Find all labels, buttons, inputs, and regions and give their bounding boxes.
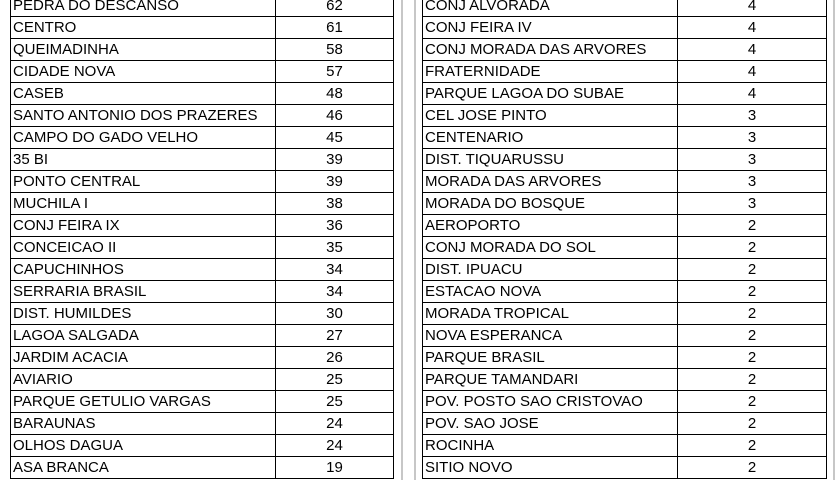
neighborhood-name-cell: CEL JOSE PINTO — [423, 105, 678, 127]
neighborhood-name-cell: MORADA DO BOSQUE — [423, 193, 678, 215]
table-row — [11, 39, 394, 61]
table-row — [423, 347, 827, 369]
count-cell: 34 — [276, 281, 394, 303]
neighborhood-name-cell: NOVA ESPERANCA — [423, 325, 678, 347]
table-row — [423, 237, 827, 259]
count-cell: 38 — [276, 193, 394, 215]
count-cell: 26 — [276, 347, 394, 369]
table-row — [423, 325, 827, 347]
table-row — [423, 259, 827, 281]
neighborhood-name-cell: CENTENARIO — [423, 127, 678, 149]
table-row — [423, 17, 827, 39]
table-row — [11, 325, 394, 347]
table-row — [423, 391, 827, 413]
page-divider-line — [414, 0, 416, 480]
count-cell: 30 — [276, 303, 394, 325]
table-row — [11, 259, 394, 281]
table-row — [11, 237, 394, 259]
neighborhood-name-cell: CONJ MORADA DO SOL — [423, 237, 678, 259]
count-cell: 39 — [276, 171, 394, 193]
neighborhood-name-cell: PEDRA DO DESCANSO — [11, 0, 276, 17]
count-cell: 2 — [678, 281, 827, 303]
neighborhood-name-cell: QUEIMADINHA — [11, 39, 276, 61]
table-row — [11, 369, 394, 391]
neighborhood-name-cell: PARQUE BRASIL — [423, 347, 678, 369]
neighborhood-name-cell: CONCEICAO II — [11, 237, 276, 259]
count-cell: 45 — [276, 127, 394, 149]
count-cell: 58 — [276, 39, 394, 61]
table-row — [423, 303, 827, 325]
neighborhood-name-cell: DIST. IPUACU — [423, 259, 678, 281]
neighborhood-name-cell: ESTACAO NOVA — [423, 281, 678, 303]
neighborhood-name-cell: CIDADE NOVA — [11, 61, 276, 83]
neighborhood-name-cell: AEROPORTO — [423, 215, 678, 237]
neighborhood-name-cell: LAGOA SALGADA — [11, 325, 276, 347]
count-cell: 48 — [276, 83, 394, 105]
table-row — [11, 61, 394, 83]
count-cell: 3 — [678, 105, 827, 127]
neighborhood-name-cell: AVIARIO — [11, 369, 276, 391]
count-cell: 2 — [678, 413, 827, 435]
table-row — [423, 215, 827, 237]
count-cell: 25 — [276, 369, 394, 391]
page-divider-line — [401, 0, 403, 480]
count-cell: 4 — [678, 39, 827, 61]
table-row — [11, 391, 394, 413]
count-cell: 4 — [678, 61, 827, 83]
neighborhood-name-cell: ROCINHA — [423, 435, 678, 457]
table-row — [11, 435, 394, 457]
count-cell: 24 — [276, 435, 394, 457]
count-cell: 62 — [276, 0, 394, 17]
table-row — [11, 281, 394, 303]
table-row — [11, 83, 394, 105]
count-cell: 57 — [276, 61, 394, 83]
table-row — [11, 149, 394, 171]
count-cell: 24 — [276, 413, 394, 435]
neighborhood-name-cell: SERRARIA BRASIL — [11, 281, 276, 303]
table-row — [11, 105, 394, 127]
table-row — [423, 61, 827, 83]
neighborhood-name-cell: 35 BI — [11, 149, 276, 171]
count-cell: 2 — [678, 259, 827, 281]
count-cell: 35 — [276, 237, 394, 259]
neighborhood-name-cell: DIST. TIQUARUSSU — [423, 149, 678, 171]
table-body — [423, 0, 827, 479]
table-row — [423, 369, 827, 391]
table-row — [11, 193, 394, 215]
table-row — [11, 215, 394, 237]
table-row — [423, 457, 827, 479]
table-row — [11, 171, 394, 193]
page-edge-line — [833, 0, 835, 480]
table-row — [11, 0, 394, 17]
count-cell: 4 — [678, 83, 827, 105]
table-row — [11, 347, 394, 369]
table-row — [423, 127, 827, 149]
neighborhood-name-cell: CONJ ALVORADA — [423, 0, 678, 17]
neighborhood-table-left — [10, 0, 394, 479]
table-row — [423, 193, 827, 215]
count-cell: 25 — [276, 391, 394, 413]
neighborhood-name-cell: ASA BRANCA — [11, 457, 276, 479]
count-cell: 3 — [678, 171, 827, 193]
table-row — [11, 413, 394, 435]
count-cell: 3 — [678, 193, 827, 215]
count-cell: 2 — [678, 237, 827, 259]
table-row — [11, 17, 394, 39]
table-row — [423, 281, 827, 303]
count-cell: 46 — [276, 105, 394, 127]
neighborhood-name-cell: CASEB — [11, 83, 276, 105]
table-row — [423, 149, 827, 171]
neighborhood-name-cell: MORADA TROPICAL — [423, 303, 678, 325]
table-row — [423, 171, 827, 193]
neighborhood-name-cell: PARQUE LAGOA DO SUBAE — [423, 83, 678, 105]
table-row — [423, 83, 827, 105]
table-row — [11, 457, 394, 479]
neighborhood-name-cell: CONJ MORADA DAS ARVORES — [423, 39, 678, 61]
count-cell: 36 — [276, 215, 394, 237]
neighborhood-name-cell: OLHOS DAGUA — [11, 435, 276, 457]
count-cell: 61 — [276, 17, 394, 39]
table-row — [423, 105, 827, 127]
table-body — [11, 0, 394, 479]
neighborhood-name-cell: FRATERNIDADE — [423, 61, 678, 83]
count-cell: 2 — [678, 215, 827, 237]
neighborhood-name-cell: CAMPO DO GADO VELHO — [11, 127, 276, 149]
neighborhood-name-cell: SITIO NOVO — [423, 457, 678, 479]
table-row — [423, 0, 827, 17]
count-cell: 3 — [678, 127, 827, 149]
neighborhood-name-cell: PARQUE GETULIO VARGAS — [11, 391, 276, 413]
count-cell: 2 — [678, 369, 827, 391]
count-cell: 2 — [678, 303, 827, 325]
count-cell: 4 — [678, 0, 827, 17]
count-cell: 2 — [678, 325, 827, 347]
neighborhood-name-cell: PARQUE TAMANDARI — [423, 369, 678, 391]
count-cell: 39 — [276, 149, 394, 171]
neighborhood-name-cell: POV. SAO JOSE — [423, 413, 678, 435]
neighborhood-name-cell: CAPUCHINHOS — [11, 259, 276, 281]
neighborhood-name-cell: DIST. HUMILDES — [11, 303, 276, 325]
neighborhood-name-cell: CENTRO — [11, 17, 276, 39]
neighborhood-name-cell: CONJ FEIRA IX — [11, 215, 276, 237]
table-row — [423, 413, 827, 435]
table-row — [11, 127, 394, 149]
count-cell: 2 — [678, 457, 827, 479]
table-row — [423, 435, 827, 457]
neighborhood-name-cell: BARAUNAS — [11, 413, 276, 435]
count-cell: 19 — [276, 457, 394, 479]
neighborhood-name-cell: SANTO ANTONIO DOS PRAZERES — [11, 105, 276, 127]
table-row — [423, 39, 827, 61]
neighborhood-name-cell: CONJ FEIRA IV — [423, 17, 678, 39]
count-cell: 2 — [678, 347, 827, 369]
count-cell: 4 — [678, 17, 827, 39]
count-cell: 34 — [276, 259, 394, 281]
count-cell: 3 — [678, 149, 827, 171]
count-cell: 2 — [678, 435, 827, 457]
count-cell: 2 — [678, 391, 827, 413]
neighborhood-name-cell: MUCHILA I — [11, 193, 276, 215]
table-row — [11, 303, 394, 325]
count-cell: 27 — [276, 325, 394, 347]
neighborhood-table-right — [422, 0, 827, 479]
neighborhood-name-cell: JARDIM ACACIA — [11, 347, 276, 369]
neighborhood-name-cell: POV. POSTO SAO CRISTOVAO — [423, 391, 678, 413]
neighborhood-name-cell: MORADA DAS ARVORES — [423, 171, 678, 193]
neighborhood-name-cell: PONTO CENTRAL — [11, 171, 276, 193]
